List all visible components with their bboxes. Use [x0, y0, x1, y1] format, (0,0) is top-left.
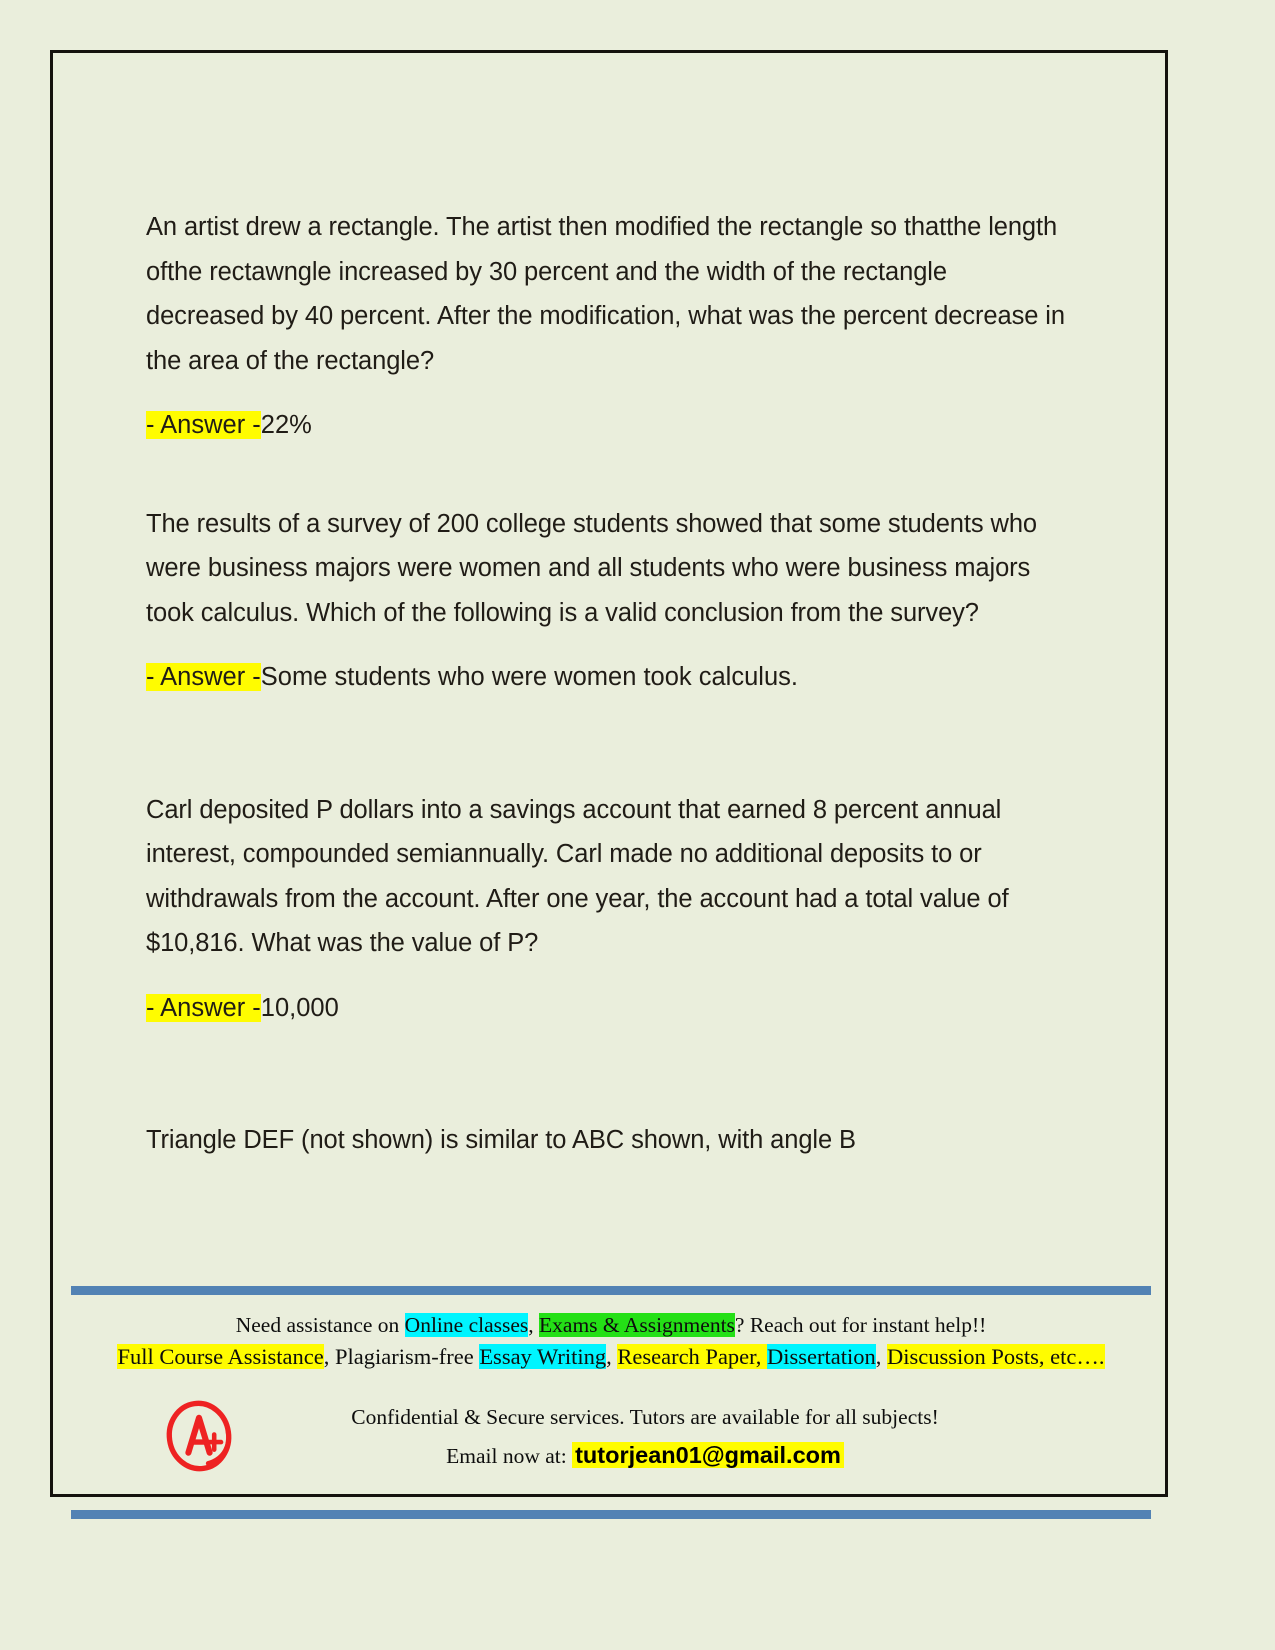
- promo-text-part: ,: [528, 1313, 540, 1337]
- answer-label: - Answer -: [146, 663, 261, 691]
- promo-footer: [71, 1286, 1151, 1519]
- email-address[interactable]: tutorjean01@gmail.com: [572, 1442, 844, 1468]
- promo-highlight-essay-writing: Essay Writing: [479, 1344, 607, 1369]
- answer-text: [146, 403, 1066, 448]
- promo-text-part: ,: [875, 1344, 887, 1369]
- qa-block: [146, 1118, 1066, 1163]
- promo-text-part: , Plagiarism-free: [323, 1344, 480, 1369]
- answer-label: - Answer -: [146, 993, 261, 1022]
- promo-highlight-discussion-posts: Discussion Posts, etc….: [887, 1344, 1105, 1369]
- contact-row: [71, 1398, 1151, 1474]
- question-text: Triangle DEF (not shown) is similar to ABC shown, with angle B: [146, 1126, 856, 1154]
- page-sheet: [50, 50, 1168, 1497]
- promo-highlight-full-course-assistance: Full Course Assistance: [117, 1344, 324, 1369]
- promo-text-part: ,: [606, 1344, 618, 1369]
- contact-text: [259, 1401, 1151, 1472]
- answer-label: - Answer -: [146, 411, 261, 439]
- promo-highlight-online-classes: Online classes: [404, 1313, 529, 1337]
- email-prefix-label: Email now at:: [446, 1443, 573, 1468]
- promo-highlight-research-paper: Research Paper,: [617, 1344, 768, 1369]
- answer-value: 10,000: [260, 993, 339, 1022]
- a-plus-grade-icon: [161, 1398, 237, 1474]
- answer-value: 22%: [260, 411, 312, 439]
- contact-email-line: [259, 1439, 1031, 1472]
- contact-assurance-line: Confidential & Secure services. Tutors are available for all subjects!: [351, 1404, 939, 1429]
- promo-text-part: ? Reach out for instant help!!: [734, 1313, 987, 1337]
- question-text: The results of a survey of 200 college students showed that some students who were business majors were women and all students who were business majors took calculus. Which of the following is a valid conclusion from the survey?: [146, 509, 1037, 627]
- question-text: Carl deposited P dollars into a savings account that earned 8 percent annual interest, compounded semiannually. Carl made no additional deposits to or withdrawals from the account. After one year, the account had a total value of $10,816. What was the value of P?: [146, 795, 1009, 957]
- answer-text: [146, 986, 1066, 1031]
- promo-line-services: [71, 1310, 1151, 1340]
- answer-value: Some students who were women took calculus.: [260, 663, 798, 691]
- promo-line-offerings: [71, 1342, 1151, 1372]
- divider-top: [71, 1286, 1151, 1295]
- answer-text: [146, 655, 1066, 700]
- question-text: An artist drew a rectangle. The artist then modified the rectangle so thatthe length ofthe rectawngle increased by 30 percent and the width of the rectangle decreased by 40 percent. After the modification, what was the percent decrease in the area of the rectangle?: [146, 213, 1065, 375]
- promo-highlight-dissertation: Dissertation: [767, 1344, 876, 1369]
- qa-block: [146, 788, 1066, 1031]
- promo-highlight-exams-assignments: Exams & Assignments: [539, 1313, 735, 1337]
- qa-block: [146, 205, 1066, 448]
- divider-bottom: [71, 1510, 1151, 1519]
- qa-block: [146, 502, 1066, 700]
- promo-text-part: Need assistance on: [235, 1313, 405, 1337]
- question-answer-body: [146, 205, 1066, 1183]
